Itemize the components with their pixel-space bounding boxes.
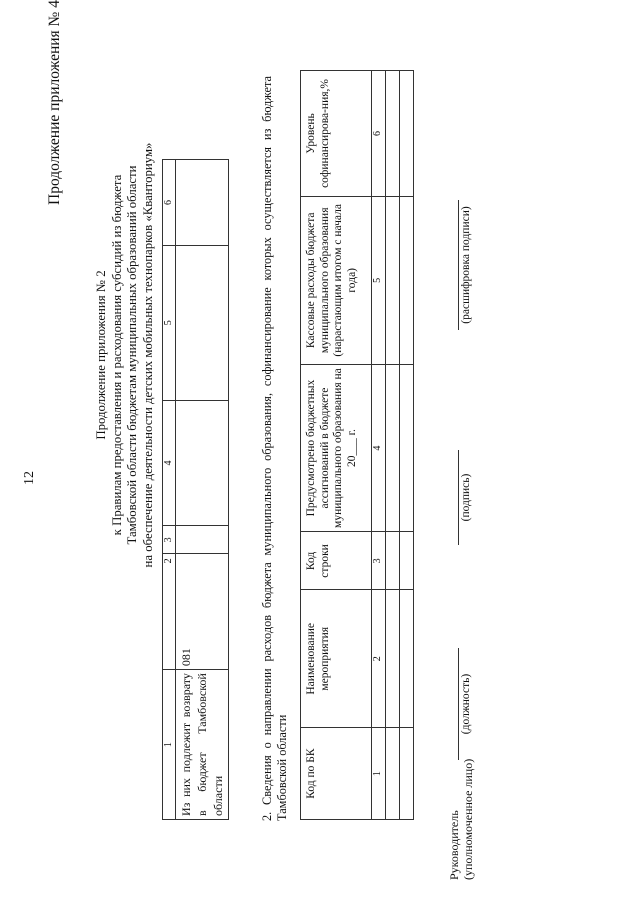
header-cell: Кассовые расходы бюджета муниципального образования (нарастающим итогом с начала года) [301,196,372,364]
section-2-heading: 2. Сведения о направлении расходов бюджета муниципального образования, софинансирование которых осуществляется из бюджета Тамбовской области [260,76,289,821]
column-number: 1 [372,728,386,820]
header-cell: Код по БК [301,728,372,820]
decode-label: (расшифровка подписи) [460,206,472,324]
caption-line: Продолжение приложения № 2 [94,270,108,440]
table-cell [400,728,414,820]
table-cell [400,364,414,532]
row-description: Из них подлежит возврату в бюджет Тамбовской области [176,670,229,820]
table-cell [400,71,414,197]
signer-role [447,759,475,880]
column-number: 5 [163,245,176,400]
expenses-table [300,70,414,820]
table-cell [176,245,229,400]
page-title: Продолжение приложения № 4 [46,0,63,205]
column-number: 6 [163,160,176,246]
caption-line: Тамбовской области бюджетам муниципальных образований области [125,165,139,545]
column-number: 3 [372,532,386,590]
column-number: 2 [163,554,176,670]
table-cell [176,400,229,526]
header-cell: Предусмотрено бюджетных ассигнований в бюджете муниципального образования на 20___ г. [301,364,372,532]
table-cell [386,532,400,590]
signer-role-line: Руководитель [447,810,461,880]
row-code: 081 [176,554,229,670]
page-number: 12 [22,471,37,485]
column-number: 5 [372,196,386,364]
header-cell: Наименование мероприятия [301,590,372,728]
table-cell [400,590,414,728]
caption-line: на обеспечение деятельности детских мобильных технопарков «Кванториум» [140,142,155,568]
column-number: 6 [372,71,386,197]
column-number: 3 [163,526,176,554]
return-table [162,159,229,820]
column-number: 4 [372,364,386,532]
table-cell [386,71,400,197]
position-label: (должность) [460,673,472,735]
table-cell [176,160,229,246]
table-cell [400,532,414,590]
table-cell [176,526,229,554]
header-cell: Код строки [301,532,372,590]
signer-role-line: (уполномоченное лицо) [461,758,475,880]
table-cell [386,364,400,532]
appendix-caption [94,70,156,640]
table-cell [386,728,400,820]
signature-line [458,450,459,545]
column-number: 1 [163,670,176,820]
table-cell [386,590,400,728]
table-cell [386,196,400,364]
signature-label: (подпись) [460,473,472,522]
caption-line: к Правилам предоставления и расходования субсидий из бюджета [109,174,124,536]
position-line [458,648,459,760]
header-cell: Уровень софинансирова-ния,% [301,71,372,197]
column-number: 2 [372,590,386,728]
table-cell [400,196,414,364]
decode-line [458,200,459,330]
column-number: 4 [163,400,176,526]
